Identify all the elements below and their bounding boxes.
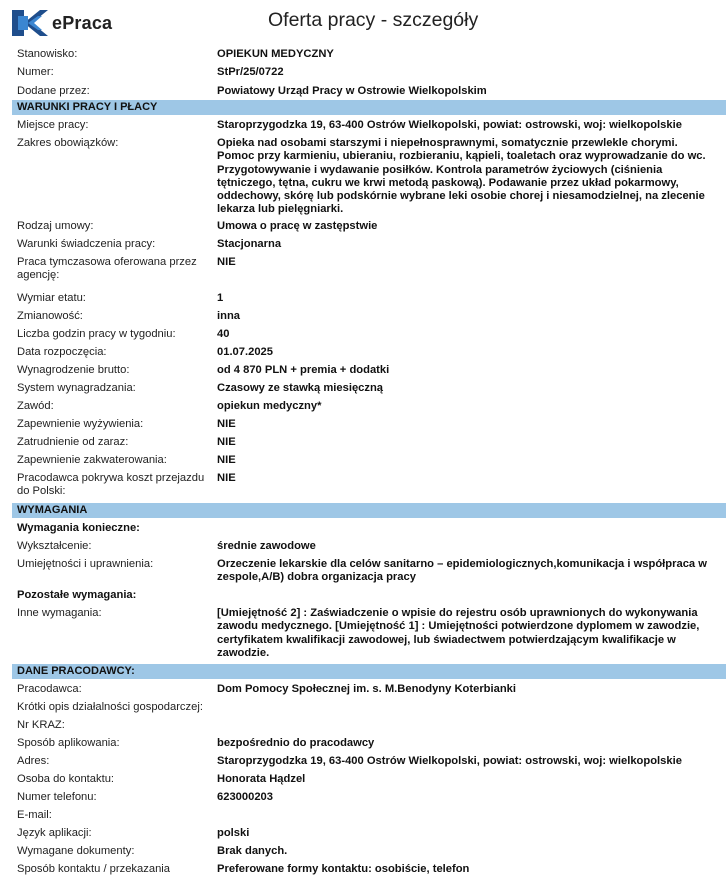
row-miejsce-pracy bbox=[12, 119, 726, 137]
field-value: Preferowane formy kontaktu: osobiście, telefon bbox=[217, 863, 470, 876]
section-header-wymagania: WYMAGANIA bbox=[12, 503, 726, 518]
field-value: bezpośrednio do pracodawcy bbox=[217, 737, 375, 750]
field-value: 623000203 bbox=[217, 791, 273, 804]
field-label: System wynagradzania: bbox=[17, 382, 136, 395]
row-umiejetnosci bbox=[12, 558, 726, 589]
field-label: Krótki opis działalności gospodarczej: bbox=[17, 701, 203, 714]
row-zakres-obowiazkow bbox=[12, 137, 726, 220]
field-value: Powiatowy Urząd Pracy w Ostrowie Wielkopolskim bbox=[217, 84, 487, 97]
field-value: Brak danych. bbox=[217, 845, 288, 858]
field-label: Osoba do kontaktu: bbox=[17, 773, 115, 786]
row-zmianowosc bbox=[12, 310, 726, 328]
field-label: Sposób kontaktu / przekazania bbox=[17, 863, 170, 876]
field-label: Język aplikacji: bbox=[17, 827, 92, 840]
field-value: Staroprzygodzka 19, 63-400 Ostrów Wielkopolski, powiat: ostrowski, woj: wielkopolskie bbox=[217, 755, 682, 768]
row-od-zaraz bbox=[12, 436, 726, 454]
row-rodzaj-umowy bbox=[12, 220, 726, 238]
row-pracodawca bbox=[12, 683, 726, 701]
row-data-rozpoczecia bbox=[12, 346, 726, 364]
row-dodane-przez bbox=[12, 85, 726, 101]
field-label: Zakres obowiązków: bbox=[17, 137, 119, 150]
field-label: Wynagrodzenie brutto: bbox=[17, 364, 130, 377]
field-label: Data rozpoczęcia: bbox=[17, 346, 107, 359]
field-label: Rodzaj umowy: bbox=[17, 220, 94, 233]
field-value: inna bbox=[217, 310, 240, 323]
field-label: Miejsce pracy: bbox=[17, 119, 89, 132]
row-sposob-kontaktu bbox=[12, 863, 726, 881]
field-label: Wymagane dokumenty: bbox=[17, 845, 135, 858]
field-label: Umiejętności i uprawnienia: bbox=[17, 558, 154, 571]
field-value: Opieka nad osobami starszymi i niepełnosprawnymi, somatycznie przewlekle chorymi. Pomoc przy karmieniu, ubieraniu, rozbieraniu, kąpieli, toaletach oraz wyprowadzanie do wc. Przygotowywanie i wydawanie posiłków. Kontrola parametrów życiowych (ciśnienia tętniczego, tętna, cukru we krwi metodą paskową). Podawanie przez układ pokarmowy, oddechowy, skórę lub podskórnie wybrane leki osobie chorej i niesamodzielnej, na zlecenie lekarza lub pielęgniarki. bbox=[217, 137, 706, 216]
section-header-pracodawca: DANE PRACODAWCY: bbox=[12, 664, 726, 679]
row-wymagane-dokumenty bbox=[12, 845, 726, 863]
field-label: Liczba godzin pracy w tygodniu: bbox=[17, 328, 176, 341]
subheading-wymagania-konieczne: Wymagania konieczne: bbox=[17, 522, 140, 535]
field-label: Zmianowość: bbox=[17, 310, 83, 323]
field-label: Numer: bbox=[17, 66, 54, 79]
row-numer bbox=[12, 66, 726, 84]
field-label: Pracodawca: bbox=[17, 683, 82, 696]
row-wymiar-etatu bbox=[12, 292, 726, 310]
row-wynagrodzenie bbox=[12, 364, 726, 382]
field-value: od 4 870 PLN + premia + dodatki bbox=[217, 364, 390, 377]
field-label: Stanowisko: bbox=[17, 48, 78, 60]
field-value: [Umiejętność 2] : Zaświadczenie o wpisie do rejestru osób uprawnionych do wykonywania zawodu medycznego. [Umiejętność 1] : Umiejętności potwierdzone dyplomem w zawodzie, certyfikatem kwalifikacji zawodowej, lub świadectwem potwierdzającym kwalifikacje w zawodzie. bbox=[217, 607, 700, 659]
field-label: Pracodawca pokrywa koszt przejazdu do Polski: bbox=[17, 472, 205, 498]
field-label: E-mail: bbox=[17, 809, 52, 822]
field-value: NIE bbox=[217, 436, 236, 449]
row-sposob-aplikowania bbox=[12, 737, 726, 755]
field-label: Warunki świadczenia pracy: bbox=[17, 238, 156, 251]
row-osoba-kontakt bbox=[12, 773, 726, 791]
field-value: 01.07.2025 bbox=[217, 346, 273, 359]
field-label: Wymiar etatu: bbox=[17, 292, 86, 305]
field-label: Adres: bbox=[17, 755, 50, 768]
field-value: Orzeczenie lekarskie dla celów sanitarno – epidemiologicznych,komunikacja i współpraca w zespole,A/B) dobra organizacja pracy bbox=[217, 558, 707, 584]
field-value: Umowa o pracę w zastępstwie bbox=[217, 220, 378, 233]
field-label: Zawód: bbox=[17, 400, 54, 413]
field-value: Stacjonarna bbox=[217, 238, 282, 251]
row-inne-wymagania bbox=[12, 607, 726, 664]
field-value: Czasowy ze stawką miesięczną bbox=[217, 382, 384, 395]
field-value: Staroprzygodzka 19, 63-400 Ostrów Wielkopolski, powiat: ostrowski, woj: wielkopolskie bbox=[217, 119, 682, 132]
field-label: Zapewnienie wyżywienia: bbox=[17, 418, 144, 431]
field-value: polski bbox=[217, 827, 250, 840]
row-praca-tymczasowa bbox=[12, 256, 726, 292]
row-nr-kraz bbox=[12, 719, 726, 737]
field-value: NIE bbox=[217, 472, 236, 485]
field-label: Inne wymagania: bbox=[17, 607, 102, 620]
field-value: 1 bbox=[217, 292, 224, 305]
row-zakwaterowanie bbox=[12, 454, 726, 472]
field-label: Nr KRAZ: bbox=[17, 719, 65, 732]
row-warunki-swiadczenia bbox=[12, 238, 726, 251]
row-zawod bbox=[12, 400, 726, 418]
field-value: średnie zawodowe bbox=[217, 540, 316, 553]
field-value: NIE bbox=[217, 454, 236, 467]
row-system-wynagradzania bbox=[12, 382, 726, 400]
page-title: Oferta pracy - szczegóły bbox=[268, 9, 479, 31]
field-value: NIE bbox=[217, 418, 236, 431]
field-value: OPIEKUN MEDYCZNY bbox=[217, 48, 334, 60]
subheading-pozostale-wymagania: Pozostałe wymagania: bbox=[17, 589, 137, 602]
row-opis-dzialalnosci bbox=[12, 701, 726, 719]
row-stanowisko bbox=[12, 45, 726, 66]
row-adres bbox=[12, 755, 726, 773]
field-value: 40 bbox=[217, 328, 230, 341]
field-label: Sposób aplikowania: bbox=[17, 737, 120, 750]
offer-details bbox=[12, 45, 726, 881]
row-godziny-pracy bbox=[12, 328, 726, 346]
field-value: StPr/25/0722 bbox=[217, 66, 284, 79]
row-email bbox=[12, 809, 726, 827]
row-jezyk-aplikacji bbox=[12, 827, 726, 845]
field-value: Dom Pomocy Społecznej im. s. M.Benodyny Koterbianki bbox=[217, 683, 517, 696]
field-label: Dodane przez: bbox=[17, 84, 90, 97]
row-koszt-przejazdu bbox=[12, 472, 726, 503]
field-value: opiekun medyczny* bbox=[217, 400, 322, 413]
field-label: Praca tymczasowa oferowana przez agencję: bbox=[17, 256, 197, 282]
field-label: Numer telefonu: bbox=[17, 791, 97, 804]
field-label: Wykształcenie: bbox=[17, 540, 92, 553]
row-telefon bbox=[12, 791, 726, 809]
brand-name: ePraca bbox=[52, 12, 113, 33]
field-value: Honorata Hądzel bbox=[217, 773, 306, 786]
epraca-logo bbox=[10, 8, 112, 38]
section-header-warunki: WARUNKI PRACY I PŁACY bbox=[12, 100, 726, 115]
field-label: Zatrudnienie od zaraz: bbox=[17, 436, 129, 449]
row-wyksztalcenie bbox=[12, 540, 726, 558]
row-wyzywienie bbox=[12, 418, 726, 436]
page-header bbox=[0, 0, 726, 44]
epraca-logo-icon bbox=[10, 8, 48, 38]
field-label: Zapewnienie zakwaterowania: bbox=[17, 454, 167, 467]
field-value: NIE bbox=[217, 256, 236, 269]
